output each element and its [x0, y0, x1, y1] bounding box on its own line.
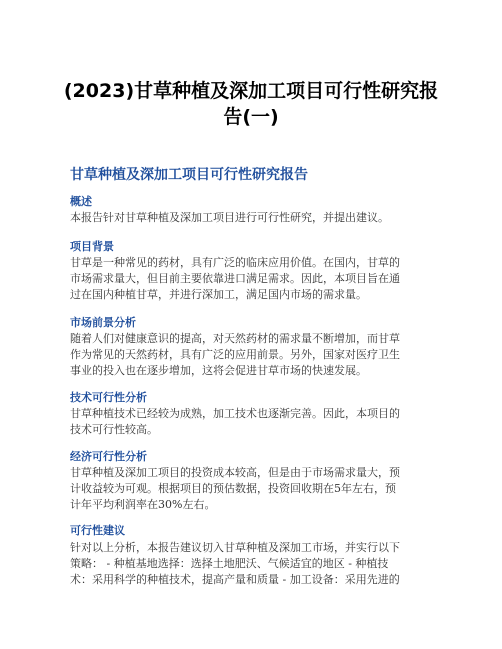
paragraph-line: 计收益较为可观。根据项目的预估数据，投资回收期在5年左右，预 — [70, 482, 396, 495]
section-heading-technical: 技术可行性分析 — [70, 391, 147, 404]
section-heading-market: 市场前景分析 — [70, 316, 136, 329]
section-body-overview — [70, 210, 434, 226]
paragraph-line: 术：采用科学的种植技术，提高产量和质量 - 加工设备：采用先进的 — [70, 573, 400, 586]
document-title-line-2: 告(一) — [223, 106, 279, 128]
section-heading-recommendations: 可行性建议 — [70, 524, 125, 537]
section-body-background — [70, 255, 434, 303]
document-title-line-1: (2023)甘草种植及深加工项目可行性研究报 — [63, 80, 439, 102]
paragraph-line: 技术可行性较高。 — [70, 423, 158, 436]
paragraph-line: 随着人们对健康意识的提高，对天然药材的需求量不断增加，而甘草 — [70, 332, 400, 345]
section-heading-background: 项目背景 — [70, 240, 114, 253]
paragraph-line: 策略： - 种植基地选择：选择土地肥沃、气候适宜的地区 - 种植技 — [70, 557, 389, 570]
paragraph-line: 过在国内种植甘草，并进行深加工，满足国内市场的需求量。 — [70, 288, 367, 301]
paragraph-line: 本报告针对甘草种植及深加工项目进行可行性研究，并提出建议。 — [70, 211, 389, 224]
paragraph-line: 作为常见的天然药材，具有广泛的应用前景。另外，国家对医疗卫生 — [70, 348, 400, 361]
paragraph-line: 针对以上分析，本报告建议切入甘草种植及深加工市场，并实行以下 — [70, 541, 400, 554]
section-body-technical — [70, 406, 434, 438]
report-title: 甘草种植及深加工项目可行性研究报告 — [70, 167, 308, 183]
paragraph-line: 事业的投入也在逐步增加，这将会促进甘草市场的快速发展。 — [70, 364, 367, 377]
section-heading-overview: 概述 — [70, 195, 92, 208]
section-body-economic — [70, 465, 434, 513]
document-title — [60, 78, 442, 130]
paragraph-line: 市场需求量大，但目前主要依靠进口满足需求。因此，本项目旨在通 — [70, 272, 400, 285]
paragraph-line: 甘草种植技术已经较为成熟，加工技术也逐渐完善。因此，本项目的 — [70, 407, 400, 420]
section-body-market — [70, 331, 434, 379]
section-heading-economic: 经济可行性分析 — [70, 450, 147, 463]
paragraph-line: 计年平均利润率在30%左右。 — [70, 498, 216, 511]
paragraph-line: 甘草种植及深加工项目的投资成本较高，但是由于市场需求量大，预 — [70, 466, 400, 479]
section-body-recommendations — [70, 540, 434, 588]
paragraph-line: 甘草是一种常见的药材，具有广泛的临床应用价值。在国内，甘草的 — [70, 256, 400, 269]
